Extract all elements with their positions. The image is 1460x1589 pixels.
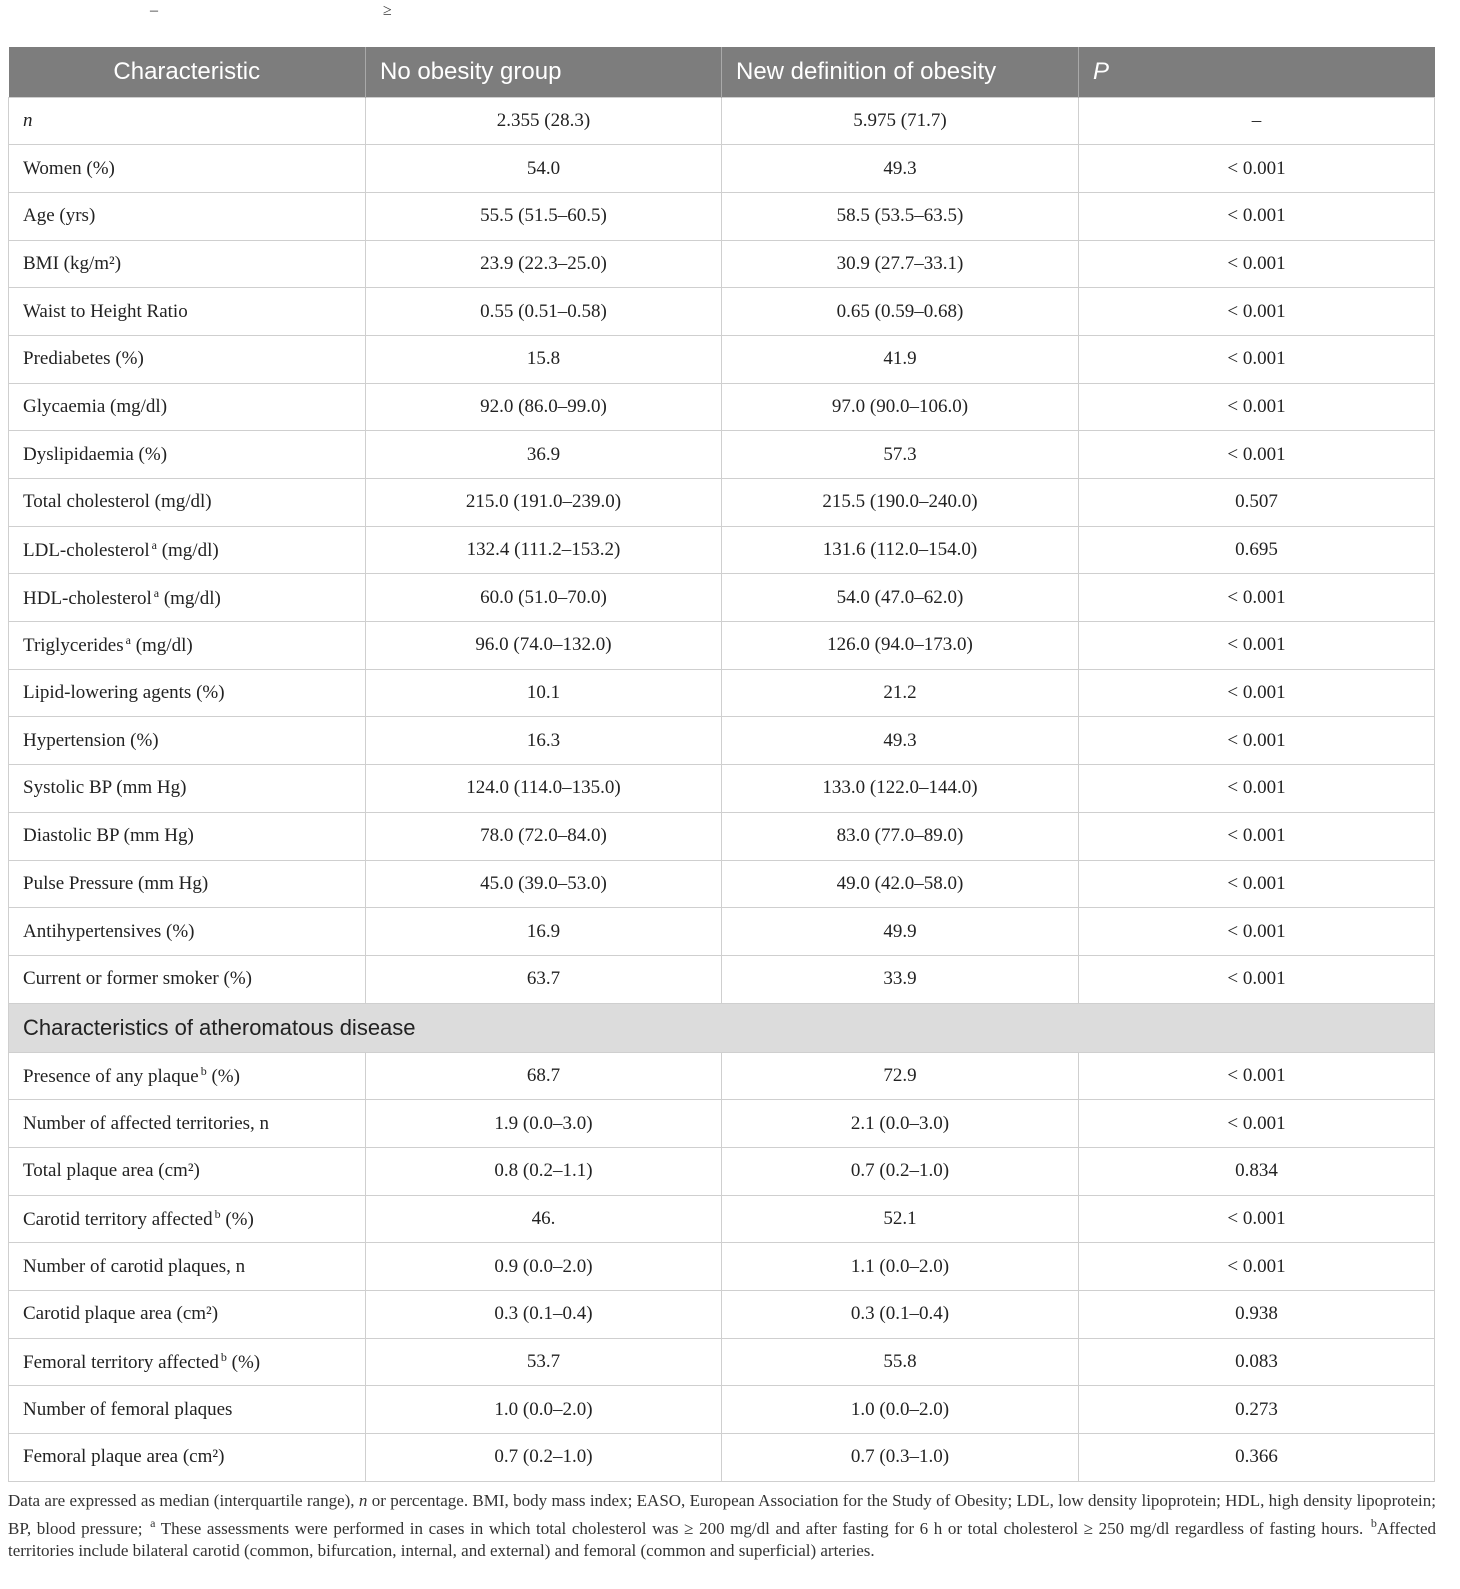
cell-p-value: < 0.001	[1079, 288, 1435, 336]
table-row	[9, 1100, 1435, 1148]
cell-p-value: 0.834	[1079, 1147, 1435, 1195]
cell-new-definition: 52.1	[722, 1195, 1079, 1243]
cell-new-definition: 1.1 (0.0–2.0)	[722, 1243, 1079, 1291]
row-label: Women (%)	[23, 157, 115, 179]
table-row	[9, 574, 1435, 622]
row-label-cell	[9, 860, 366, 908]
cell-new-definition: 97.0 (90.0–106.0)	[722, 383, 1079, 431]
table-row	[9, 1147, 1435, 1195]
table-row	[9, 335, 1435, 383]
row-label-cell	[9, 1052, 366, 1100]
row-label-cell	[9, 622, 366, 670]
section-row	[9, 1003, 1435, 1052]
cell-no-obesity: 1.0 (0.0–2.0)	[366, 1386, 722, 1434]
cell-new-definition: 126.0 (94.0–173.0)	[722, 622, 1079, 670]
cell-p-value: 0.507	[1079, 479, 1435, 527]
row-label: Age (yrs)	[23, 205, 96, 227]
cell-new-definition: 131.6 (112.0–154.0)	[722, 526, 1079, 574]
row-label-superscript: a	[125, 633, 131, 648]
table-row	[9, 431, 1435, 479]
cell-new-definition: 21.2	[722, 669, 1079, 717]
row-label: Total plaque area (cm²)	[23, 1160, 200, 1182]
footnote-text: Affected territories include bilateral carotid (common, bifurcation, internal, and external) and femoral (common and superficial) arteries.	[8, 1519, 1437, 1560]
row-label-cell	[9, 240, 366, 288]
table-row	[9, 955, 1435, 1003]
cell-new-definition: 0.3 (0.1–0.4)	[722, 1291, 1079, 1339]
row-label-superscript: b	[200, 1063, 207, 1078]
row-label-cell	[9, 955, 366, 1003]
row-label-cell	[9, 383, 366, 431]
footnote-n-italic: n	[358, 1491, 368, 1510]
row-label: Presence of any plaque	[23, 1065, 199, 1087]
row-label-cell	[9, 97, 366, 145]
table-row	[9, 383, 1435, 431]
cell-p-value: < 0.001	[1079, 765, 1435, 813]
row-label: Waist to Height Ratio	[23, 300, 188, 322]
row-label-unit: (%)	[226, 1352, 261, 1374]
row-label-cell	[9, 717, 366, 765]
row-label: Femoral territory affected	[23, 1352, 219, 1374]
row-label: Current or former smoker (%)	[23, 968, 252, 990]
table-row	[9, 717, 1435, 765]
header-new-definition: New definition of obesity	[722, 47, 1079, 97]
cell-no-obesity: 0.8 (0.2–1.1)	[366, 1147, 722, 1195]
cell-no-obesity: 215.0 (191.0–239.0)	[366, 479, 722, 527]
row-label: LDL-cholesterol	[23, 540, 150, 562]
cell-new-definition: 215.5 (190.0–240.0)	[722, 479, 1079, 527]
cell-no-obesity: 0.9 (0.0–2.0)	[366, 1243, 722, 1291]
cell-no-obesity: 2.355 (28.3)	[366, 97, 722, 145]
cell-p-value: < 0.001	[1079, 1100, 1435, 1148]
table-row	[9, 288, 1435, 336]
cell-new-definition: 49.0 (42.0–58.0)	[722, 860, 1079, 908]
section-title: Characteristics of atheromatous disease	[9, 1003, 1435, 1052]
cell-no-obesity: 0.3 (0.1–0.4)	[366, 1291, 722, 1339]
cell-no-obesity: 36.9	[366, 431, 722, 479]
cell-no-obesity: 78.0 (72.0–84.0)	[366, 812, 722, 860]
cell-p-value: 0.938	[1079, 1291, 1435, 1339]
row-label-cell	[9, 812, 366, 860]
cell-no-obesity: 1.9 (0.0–3.0)	[366, 1100, 722, 1148]
cell-no-obesity: 16.3	[366, 717, 722, 765]
table-row	[9, 1243, 1435, 1291]
cell-new-definition: 83.0 (77.0–89.0)	[722, 812, 1079, 860]
cell-p-value: < 0.001	[1079, 192, 1435, 240]
cell-new-definition: 49.3	[722, 717, 1079, 765]
cell-p-value: < 0.001	[1079, 574, 1435, 622]
row-label-cell	[9, 1147, 366, 1195]
row-label: Prediabetes (%)	[23, 348, 144, 370]
table-header	[9, 47, 1435, 97]
cell-no-obesity: 55.5 (51.5–60.5)	[366, 192, 722, 240]
cell-p-value: < 0.001	[1079, 860, 1435, 908]
cell-no-obesity: 132.4 (111.2–153.2)	[366, 526, 722, 574]
row-label-cell	[9, 1100, 366, 1148]
cell-no-obesity: 54.0	[366, 145, 722, 193]
cell-new-definition: 72.9	[722, 1052, 1079, 1100]
cell-new-definition: 133.0 (122.0–144.0)	[722, 765, 1079, 813]
table-row	[9, 192, 1435, 240]
footnote-text: These assessments were performed in cases in which total cholesterol was ≥ 200 mg/dl and after fasting for 6 h or total cholesterol ≥ 250 mg/dl regardless of fasting hours.	[155, 1519, 1369, 1538]
header-no-obesity: No obesity group	[366, 47, 722, 97]
row-label-cell	[9, 574, 366, 622]
cell-p-value: 0.083	[1079, 1338, 1435, 1386]
table-row	[9, 812, 1435, 860]
row-label: HDL-cholesterol	[23, 587, 152, 609]
row-label-cell	[9, 1195, 366, 1243]
row-label: n	[23, 109, 33, 131]
cell-p-value: –	[1079, 97, 1435, 145]
cell-new-definition: 49.3	[722, 145, 1079, 193]
cell-new-definition: 0.7 (0.2–1.0)	[722, 1147, 1079, 1195]
cell-no-obesity: 10.1	[366, 669, 722, 717]
table-row	[9, 669, 1435, 717]
cell-new-definition: 58.5 (53.5–63.5)	[722, 192, 1079, 240]
cell-no-obesity: 53.7	[366, 1338, 722, 1386]
table-row	[9, 860, 1435, 908]
row-label-cell	[9, 1386, 366, 1434]
row-label: Number of femoral plaques	[23, 1398, 233, 1420]
cell-new-definition: 30.9 (27.7–33.1)	[722, 240, 1079, 288]
top-fragment-geq: ≥	[383, 2, 392, 19]
table-row	[9, 622, 1435, 670]
table-row	[9, 1291, 1435, 1339]
table-footnote	[8, 1490, 1436, 1562]
cell-no-obesity: 0.7 (0.2–1.0)	[366, 1434, 722, 1482]
row-label-cell	[9, 335, 366, 383]
row-label-cell	[9, 145, 366, 193]
cell-p-value: 0.695	[1079, 526, 1435, 574]
cell-no-obesity: 23.9 (22.3–25.0)	[366, 240, 722, 288]
row-label-cell	[9, 669, 366, 717]
row-label: Triglycerides	[23, 635, 124, 657]
cell-no-obesity: 124.0 (114.0–135.0)	[366, 765, 722, 813]
row-label-superscript: a	[151, 538, 157, 553]
cell-new-definition: 5.975 (71.7)	[722, 97, 1079, 145]
row-label-superscript: a	[153, 585, 160, 600]
cell-new-definition: 49.9	[722, 908, 1079, 956]
cell-no-obesity: 16.9	[366, 908, 722, 956]
row-label: Dyslipidaemia (%)	[23, 443, 168, 465]
table-row	[9, 765, 1435, 813]
cell-no-obesity: 46.	[366, 1195, 722, 1243]
row-label-cell	[9, 479, 366, 527]
row-label-unit: (mg/dl)	[159, 587, 221, 609]
row-label-cell	[9, 288, 366, 336]
cell-no-obesity: 92.0 (86.0–99.0)	[366, 383, 722, 431]
row-label: Number of carotid plaques, n	[23, 1255, 246, 1277]
row-label-cell	[9, 1243, 366, 1291]
cell-no-obesity: 45.0 (39.0–53.0)	[366, 860, 722, 908]
row-label-cell	[9, 1434, 366, 1482]
row-label-cell	[9, 431, 366, 479]
row-label-unit: (mg/dl)	[156, 540, 219, 562]
row-label: Carotid plaque area (cm²)	[23, 1303, 219, 1325]
row-label: Glycaemia (mg/dl)	[23, 395, 168, 417]
row-label-cell	[9, 908, 366, 956]
row-label: Number of affected territories, n	[23, 1112, 270, 1134]
cell-no-obesity: 15.8	[366, 335, 722, 383]
cell-no-obesity: 60.0 (51.0–70.0)	[366, 574, 722, 622]
cell-new-definition: 41.9	[722, 335, 1079, 383]
table-row	[9, 145, 1435, 193]
table-row	[9, 1386, 1435, 1434]
row-label-unit: (mg/dl)	[130, 635, 193, 657]
row-label: Femoral plaque area (cm²)	[23, 1446, 225, 1468]
cell-p-value: < 0.001	[1079, 431, 1435, 479]
footnote-text: or percentage. BMI, body mass index; EASO, European Association for the Study of Obesity; LDL, low density lipoprotein; HDL, high density lipoprotein; BP, blood pressure;	[8, 1491, 1437, 1538]
row-label: Hypertension (%)	[23, 729, 159, 751]
footnote-text: Data are expressed as median (interquartile range),	[8, 1491, 359, 1510]
cell-p-value: < 0.001	[1079, 1052, 1435, 1100]
row-label: Total cholesterol (mg/dl)	[23, 491, 212, 513]
table-row	[9, 240, 1435, 288]
cell-new-definition: 1.0 (0.0–2.0)	[722, 1386, 1079, 1434]
characteristics-table	[8, 47, 1435, 1482]
row-label-superscript: b	[214, 1206, 221, 1221]
row-label-cell	[9, 765, 366, 813]
header-characteristic: Characteristic	[9, 47, 366, 97]
table-row	[9, 1195, 1435, 1243]
row-label-superscript: b	[220, 1350, 227, 1365]
table-row	[9, 1338, 1435, 1386]
cell-p-value: < 0.001	[1079, 622, 1435, 670]
table-body	[9, 97, 1435, 1481]
footnote-sup-b: b	[1370, 1516, 1377, 1530]
row-label-cell	[9, 192, 366, 240]
row-label: Pulse Pressure (mm Hg)	[23, 872, 209, 894]
row-label-unit: (%)	[220, 1208, 254, 1230]
table-row	[9, 908, 1435, 956]
row-label: Lipid-lowering agents (%)	[23, 682, 225, 704]
cell-p-value: < 0.001	[1079, 383, 1435, 431]
cell-p-value: < 0.001	[1079, 717, 1435, 765]
cell-p-value: < 0.001	[1079, 335, 1435, 383]
cell-p-value: < 0.001	[1079, 240, 1435, 288]
table-row	[9, 97, 1435, 145]
top-fragment-dash: –	[150, 2, 158, 19]
cell-new-definition: 0.7 (0.3–1.0)	[722, 1434, 1079, 1482]
cell-new-definition: 54.0 (47.0–62.0)	[722, 574, 1079, 622]
table-row	[9, 479, 1435, 527]
row-label-cell	[9, 1291, 366, 1339]
cell-p-value: 0.366	[1079, 1434, 1435, 1482]
cell-new-definition: 55.8	[722, 1338, 1079, 1386]
row-label-cell	[9, 526, 366, 574]
table-row	[9, 526, 1435, 574]
cell-p-value: < 0.001	[1079, 1195, 1435, 1243]
cell-p-value: < 0.001	[1079, 955, 1435, 1003]
cell-new-definition: 2.1 (0.0–3.0)	[722, 1100, 1079, 1148]
row-label: Antihypertensives (%)	[23, 920, 195, 942]
table-row	[9, 1052, 1435, 1100]
table-row	[9, 1434, 1435, 1482]
footnote-sup-a: a	[150, 1516, 156, 1530]
header-p-value: P	[1079, 47, 1435, 97]
cell-new-definition: 57.3	[722, 431, 1079, 479]
cell-new-definition: 33.9	[722, 955, 1079, 1003]
row-label: BMI (kg/m²)	[23, 252, 122, 274]
cell-p-value: < 0.001	[1079, 908, 1435, 956]
cell-p-value: < 0.001	[1079, 812, 1435, 860]
cell-no-obesity: 68.7	[366, 1052, 722, 1100]
cell-no-obesity: 96.0 (74.0–132.0)	[366, 622, 722, 670]
cell-p-value: < 0.001	[1079, 669, 1435, 717]
cell-new-definition: 0.65 (0.59–0.68)	[722, 288, 1079, 336]
cell-no-obesity: 0.55 (0.51–0.58)	[366, 288, 722, 336]
row-label: Systolic BP (mm Hg)	[23, 777, 187, 799]
row-label: Diastolic BP (mm Hg)	[23, 825, 194, 847]
row-label-cell	[9, 1338, 366, 1386]
row-label: Carotid territory affected	[23, 1208, 213, 1230]
cell-p-value: 0.273	[1079, 1386, 1435, 1434]
row-label-unit: (%)	[206, 1065, 240, 1087]
cell-p-value: < 0.001	[1079, 145, 1435, 193]
cell-p-value: < 0.001	[1079, 1243, 1435, 1291]
cell-no-obesity: 63.7	[366, 955, 722, 1003]
